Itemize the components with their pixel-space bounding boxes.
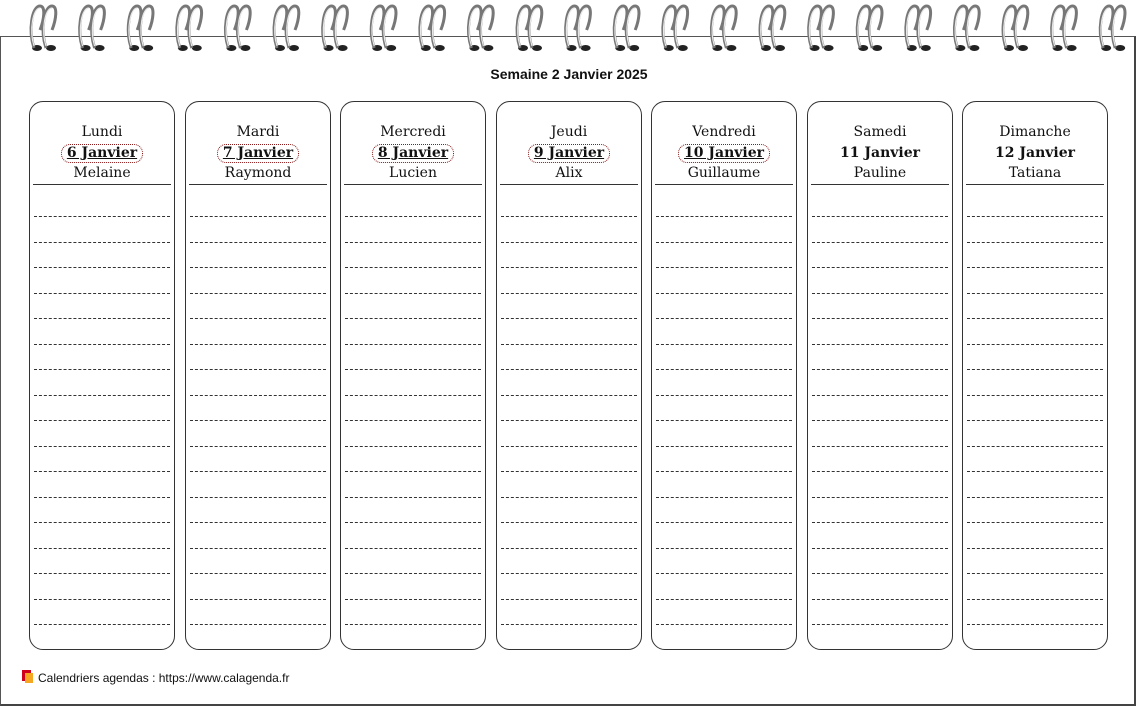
note-line[interactable] [501, 293, 637, 294]
day-name: Mardi [236, 124, 280, 140]
note-line[interactable] [656, 471, 792, 472]
header-divider [33, 184, 171, 185]
note-line[interactable] [34, 420, 170, 421]
note-line[interactable] [967, 548, 1103, 549]
day-column [496, 101, 642, 650]
note-line[interactable] [34, 573, 170, 574]
note-line[interactable] [656, 573, 792, 574]
note-line[interactable] [967, 446, 1103, 447]
note-line[interactable] [812, 548, 948, 549]
saint-name: Tatiana [1008, 165, 1062, 181]
day-name: Jeudi [550, 124, 588, 140]
header-divider [344, 184, 482, 185]
binding-ring [128, 6, 153, 51]
day-date [963, 143, 1107, 164]
note-line[interactable] [812, 446, 948, 447]
day-date [808, 143, 952, 164]
note-line[interactable] [345, 573, 481, 574]
day-column [340, 101, 486, 650]
day-date-text: 12 Janvier [995, 145, 1075, 161]
note-line[interactable] [967, 471, 1103, 472]
binding-ring [1100, 6, 1125, 51]
note-line[interactable] [967, 624, 1103, 625]
day-column [651, 101, 797, 650]
note-line[interactable] [812, 573, 948, 574]
note-line[interactable] [34, 318, 170, 319]
note-line[interactable] [967, 318, 1103, 319]
binding-ring [371, 6, 396, 51]
note-line[interactable] [967, 216, 1103, 217]
note-line[interactable] [345, 267, 481, 268]
binding-ring [31, 6, 56, 51]
note-line[interactable] [967, 420, 1103, 421]
day-column [29, 101, 175, 650]
note-line[interactable] [34, 293, 170, 294]
binding-ring [177, 6, 202, 51]
note-line[interactable] [812, 318, 948, 319]
note-line[interactable] [190, 242, 326, 243]
note-line[interactable] [656, 624, 792, 625]
note-line[interactable] [345, 395, 481, 396]
day-date-text: 11 Janvier [840, 145, 920, 161]
note-line[interactable] [190, 522, 326, 523]
note-line[interactable] [656, 293, 792, 294]
note-line[interactable] [34, 446, 170, 447]
note-line[interactable] [501, 446, 637, 447]
note-line[interactable] [501, 344, 637, 345]
note-line[interactable] [190, 318, 326, 319]
note-line[interactable] [967, 599, 1103, 600]
note-line[interactable] [812, 267, 948, 268]
binding-ring [760, 6, 785, 51]
note-line[interactable] [190, 420, 326, 421]
binding-ring [226, 6, 251, 51]
note-line[interactable] [501, 573, 637, 574]
saint-name: Alix [555, 165, 583, 181]
note-line[interactable] [34, 242, 170, 243]
note-line[interactable] [812, 242, 948, 243]
note-line[interactable] [501, 522, 637, 523]
header-divider [966, 184, 1104, 185]
day-name: Dimanche [999, 124, 1071, 140]
note-line[interactable] [656, 318, 792, 319]
day-header [497, 122, 641, 183]
note-line[interactable] [967, 267, 1103, 268]
note-line[interactable] [190, 471, 326, 472]
day-date [652, 143, 796, 164]
note-line[interactable] [656, 497, 792, 498]
note-line[interactable] [812, 216, 948, 217]
note-line[interactable] [190, 624, 326, 625]
note-line[interactable] [345, 548, 481, 549]
saint-name: Raymond [224, 165, 292, 181]
day-column [185, 101, 331, 650]
note-line[interactable] [501, 624, 637, 625]
note-line[interactable] [345, 471, 481, 472]
day-name: Samedi [853, 124, 907, 140]
note-line[interactable] [656, 420, 792, 421]
calagenda-logo-icon [22, 670, 33, 683]
note-line[interactable] [501, 599, 637, 600]
day-date-text: 6 Janvier [61, 144, 143, 163]
binding-ring [614, 6, 639, 51]
day-header [652, 122, 796, 183]
note-line[interactable] [345, 420, 481, 421]
note-line[interactable] [812, 471, 948, 472]
note-line[interactable] [190, 573, 326, 574]
note-line[interactable] [656, 522, 792, 523]
note-line[interactable] [34, 471, 170, 472]
header-divider [500, 184, 638, 185]
day-date [341, 143, 485, 164]
note-line[interactable] [345, 318, 481, 319]
saint-name: Melaine [73, 165, 131, 181]
day-column [807, 101, 953, 650]
binding-ring [1052, 6, 1077, 51]
binding-ring [517, 6, 542, 51]
day-header [963, 122, 1107, 183]
note-line[interactable] [812, 522, 948, 523]
note-line[interactable] [501, 497, 637, 498]
note-line[interactable] [190, 446, 326, 447]
note-line[interactable] [345, 599, 481, 600]
note-line[interactable] [190, 599, 326, 600]
note-line[interactable] [967, 242, 1103, 243]
note-line[interactable] [34, 497, 170, 498]
binding-ring [1003, 6, 1028, 51]
binding-ring [323, 6, 348, 51]
binding-ring [712, 6, 737, 51]
note-line[interactable] [812, 497, 948, 498]
saint-name: Pauline [853, 165, 907, 181]
note-line[interactable] [656, 216, 792, 217]
note-line[interactable] [656, 395, 792, 396]
note-line[interactable] [812, 293, 948, 294]
note-line[interactable] [812, 624, 948, 625]
note-line[interactable] [967, 369, 1103, 370]
note-line[interactable] [34, 344, 170, 345]
day-date [497, 143, 641, 164]
note-line[interactable] [967, 395, 1103, 396]
note-line[interactable] [501, 216, 637, 217]
note-line[interactable] [656, 344, 792, 345]
note-line[interactable] [501, 267, 637, 268]
day-name: Mercredi [380, 124, 446, 140]
day-date-text: 9 Janvier [528, 144, 610, 163]
header-divider [811, 184, 949, 185]
note-line[interactable] [190, 548, 326, 549]
note-line[interactable] [501, 395, 637, 396]
spiral-binding [0, 0, 1138, 60]
note-line[interactable] [34, 548, 170, 549]
header-divider [655, 184, 793, 185]
binding-ring [80, 6, 105, 51]
note-line[interactable] [345, 344, 481, 345]
note-line[interactable] [345, 216, 481, 217]
note-line[interactable] [656, 369, 792, 370]
note-line[interactable] [34, 522, 170, 523]
note-line[interactable] [967, 293, 1103, 294]
note-line[interactable] [34, 369, 170, 370]
footer [22, 670, 289, 685]
note-line[interactable] [812, 369, 948, 370]
note-line[interactable] [656, 599, 792, 600]
note-line[interactable] [190, 216, 326, 217]
day-header [186, 122, 330, 183]
note-line[interactable] [656, 267, 792, 268]
note-line[interactable] [34, 599, 170, 600]
note-line[interactable] [812, 599, 948, 600]
page-title: Semaine 2 Janvier 2025 [490, 66, 648, 82]
note-line[interactable] [501, 369, 637, 370]
binding-ring [809, 6, 834, 51]
day-header [808, 122, 952, 183]
binding-ring [906, 6, 931, 51]
footer-credit[interactable]: Calendriers agendas : https://www.calagenda.fr [38, 671, 290, 685]
note-line[interactable] [190, 293, 326, 294]
note-line[interactable] [812, 420, 948, 421]
day-header [341, 122, 485, 183]
saint-name: Guillaume [687, 165, 761, 181]
day-header [30, 122, 174, 183]
note-line[interactable] [190, 497, 326, 498]
binding-ring [857, 6, 882, 51]
day-name: Vendredi [692, 124, 756, 140]
note-line[interactable] [812, 395, 948, 396]
note-line[interactable] [190, 369, 326, 370]
binding-ring [955, 6, 980, 51]
note-line[interactable] [967, 344, 1103, 345]
note-line[interactable] [501, 318, 637, 319]
day-name: Lundi [81, 124, 123, 140]
saint-name: Lucien [389, 165, 437, 181]
note-line[interactable] [967, 522, 1103, 523]
note-line[interactable] [345, 497, 481, 498]
note-line[interactable] [967, 497, 1103, 498]
note-line[interactable] [812, 344, 948, 345]
day-date-text: 8 Janvier [372, 144, 454, 163]
note-line[interactable] [34, 216, 170, 217]
header-divider [189, 184, 327, 185]
note-line[interactable] [190, 344, 326, 345]
note-line[interactable] [501, 420, 637, 421]
note-line[interactable] [501, 242, 637, 243]
note-line[interactable] [345, 522, 481, 523]
binding-ring [469, 6, 494, 51]
day-date-text: 10 Janvier [678, 144, 770, 163]
note-line[interactable] [345, 242, 481, 243]
note-line[interactable] [34, 624, 170, 625]
note-line[interactable] [501, 471, 637, 472]
note-line[interactable] [190, 395, 326, 396]
day-date-text: 7 Janvier [217, 144, 299, 163]
day-date [30, 143, 174, 164]
note-line[interactable] [656, 446, 792, 447]
note-line[interactable] [34, 267, 170, 268]
day-date [186, 143, 330, 164]
binding-ring [274, 6, 299, 51]
day-column [962, 101, 1108, 650]
note-line[interactable] [345, 293, 481, 294]
note-line[interactable] [967, 573, 1103, 574]
binding-ring [420, 6, 445, 51]
note-line[interactable] [656, 548, 792, 549]
note-line[interactable] [190, 267, 326, 268]
note-line[interactable] [345, 624, 481, 625]
note-line[interactable] [345, 446, 481, 447]
binding-ring [566, 6, 591, 51]
note-line[interactable] [34, 395, 170, 396]
binding-ring [663, 6, 688, 51]
note-line[interactable] [501, 548, 637, 549]
note-line[interactable] [656, 242, 792, 243]
note-line[interactable] [345, 369, 481, 370]
